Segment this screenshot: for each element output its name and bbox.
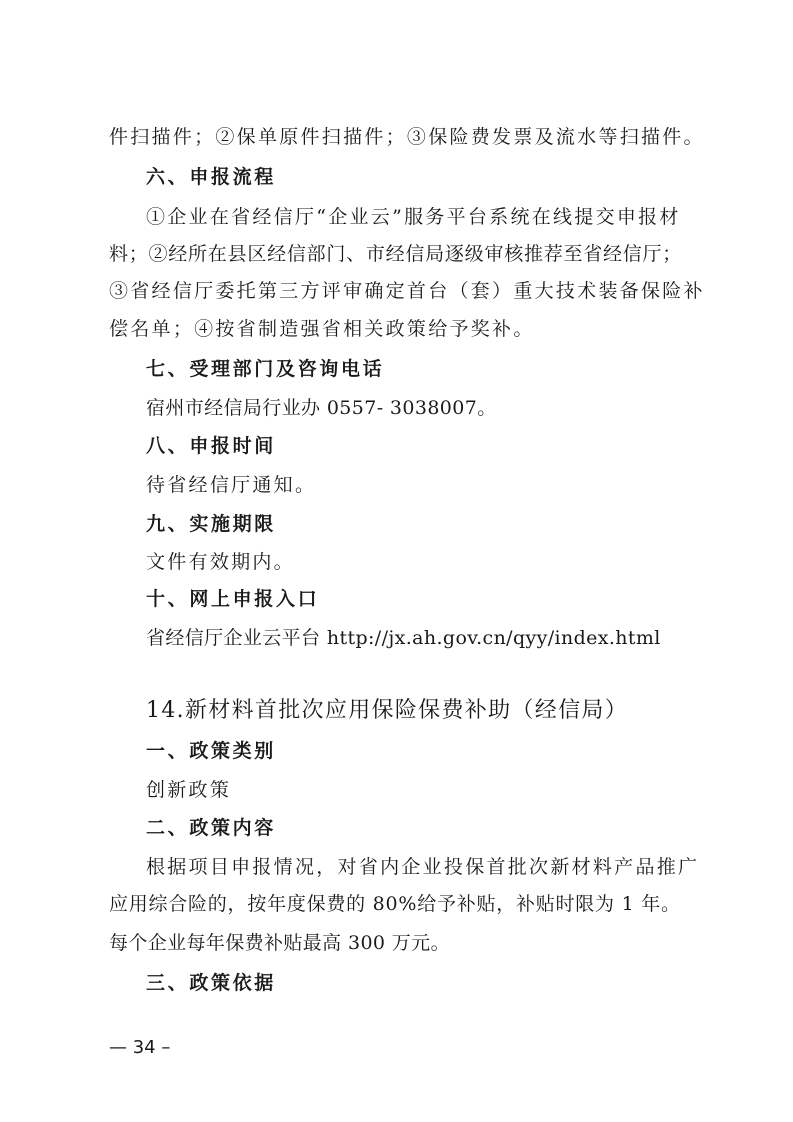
section-title: 14.新材料首批次应用保险保费补助（经信局） — [146, 698, 629, 723]
body-line: 件扫描件；②保单原件扫描件；③保险费发票及流水等扫描件。 — [109, 126, 705, 148]
body-line: 宿州市经信局行业办 0557- 3038007。 — [146, 397, 497, 419]
section-heading: 九、实施期限 — [146, 513, 276, 535]
body-line: 根据项目申报情况，对省内企业投保首批次新材料产品推广 — [146, 856, 700, 878]
section-heading: 八、申报时间 — [146, 435, 276, 457]
section-heading: 十、网上申报入口 — [146, 588, 320, 610]
body-line: 创新政策 — [146, 779, 232, 801]
section-heading: 七、受理部门及咨询电话 — [146, 358, 385, 380]
body-line: 每个企业每年保费补贴最高 300 万元。 — [109, 932, 450, 954]
section-heading: 六、申报流程 — [146, 166, 276, 188]
body-line: 料；②经所在县区经信部门、市经信局逐级审核推荐至省经信厅； — [109, 243, 683, 265]
page-number: — 34 – — [109, 1037, 171, 1058]
body-line: 待省经信厅通知。 — [146, 474, 317, 496]
body-line: 省经信厅企业云平台 http://jx.ah.gov.cn/qyy/index.html — [146, 627, 661, 649]
section-heading: 三、政策依据 — [146, 972, 276, 994]
body-line: ①企业在省经信厅“企业云”服务平台系统在线提交申报材 — [146, 206, 681, 228]
body-line: 偿名单；④按省制造强省相关政策给予奖补。 — [109, 318, 535, 340]
body-line: 文件有效期内。 — [146, 551, 295, 573]
body-line: 应用综合险的，按年度保费的 80%给予补贴，补贴时限为 1 年。 — [109, 893, 681, 915]
section-heading: 二、政策内容 — [146, 817, 276, 839]
section-heading: 一、政策类别 — [146, 740, 276, 762]
body-line: ③省经信厅委托第三方评审确定首台（套）重大技术装备保险补 — [109, 280, 705, 302]
